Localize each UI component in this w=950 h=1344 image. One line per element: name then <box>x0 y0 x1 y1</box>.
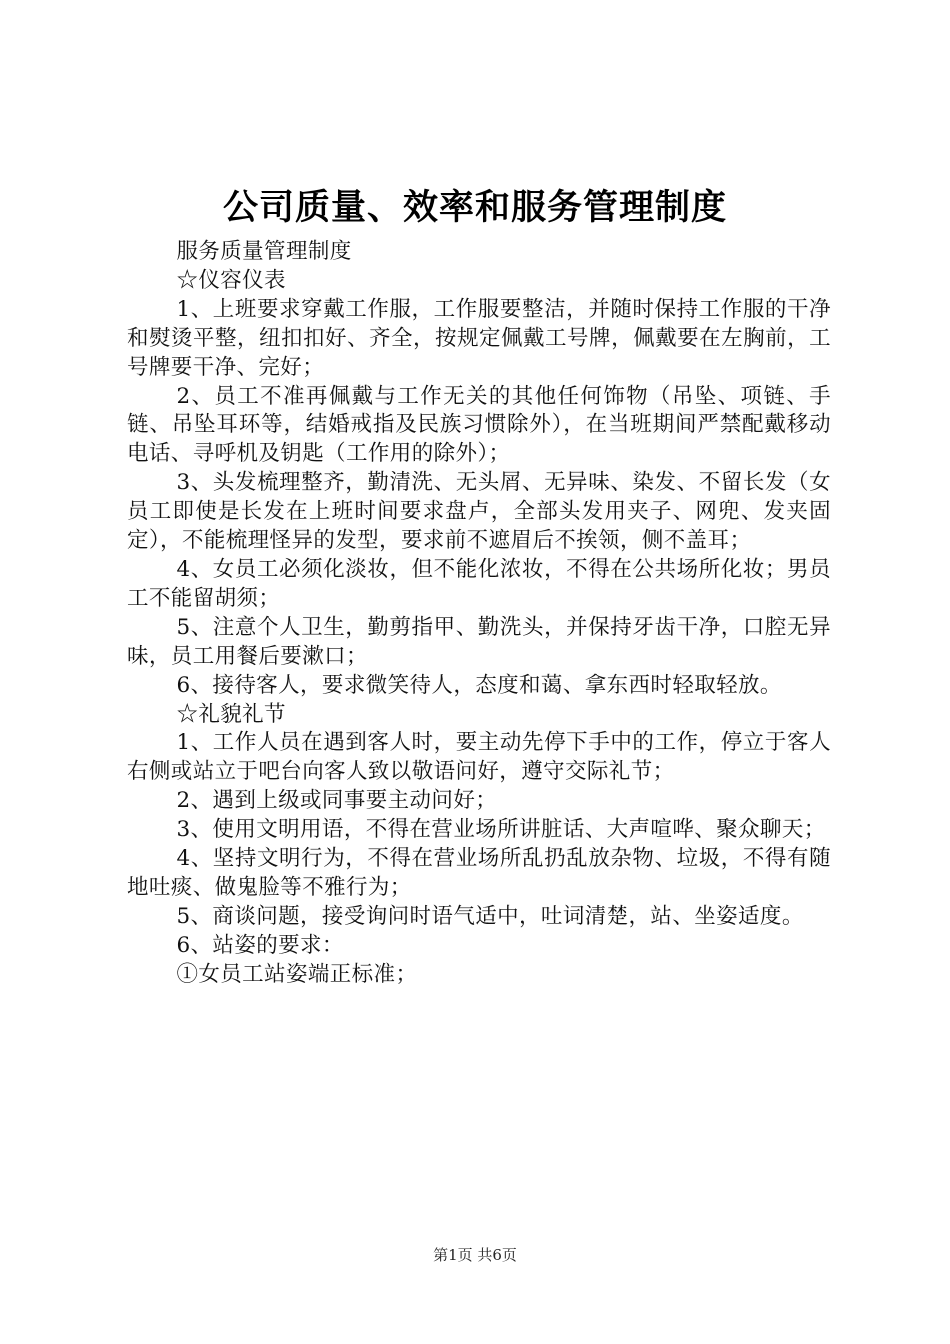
document-body <box>127 238 831 990</box>
paragraph: 4、坚持文明行为，不得在营业场所乱扔乱放杂物、垃圾，不得有随地吐痰、做鬼脸等不雅行为； <box>127 846 831 900</box>
paragraph: 2、员工不准再佩戴与工作无关的其他任何饰物（吊坠、项链、手链、吊坠耳环等，结婚戒指及民族习惯除外），在当班期间严禁配戴移动电话、寻呼机及钥匙（工作用的除外）； <box>127 383 831 467</box>
paragraph: 2、遇到上级或同事要主动问好； <box>176 788 498 814</box>
paragraph: 3、头发梳理整齐，勤清洗、无头屑、无异味、染发、不留长发（女员工即使是长发在上班时间要求盘卢，全部头发用夹子、网兜、发夹固定），不能梳理怪异的发型，要求前不遮眉后不挨领，侧不盖耳； <box>127 470 831 554</box>
subsection-heading-appearance: ☆仪容仪表 <box>176 267 286 293</box>
paragraph: 4、女员工必须化淡妆，但不能化浓妆，不得在公共场所化妆；男员工不能留胡须； <box>127 556 831 611</box>
paragraph: 5、商谈问题，接受询问时语气适中，吐词清楚，站、坐姿适度。 <box>176 903 804 929</box>
page-number-footer: 第1页 共6页 <box>433 1246 517 1264</box>
paragraph: 1、工作人员在遇到客人时，要主动先停下手中的工作，停立于客人右侧或站立于吧台向客人致以敬语问好，遵守交际礼节； <box>127 730 831 785</box>
paragraph: 5、注意个人卫生，勤剪指甲、勤洗头，并保持牙齿干净，口腔无异味，员工用餐后要漱口； <box>127 614 831 669</box>
document-title: 公司质量、效率和服务管理制度 <box>222 187 727 228</box>
paragraph: 6、站姿的要求： <box>176 932 344 958</box>
paragraph: ①女员工站姿端正标准； <box>176 961 418 987</box>
paragraph: 1、上班要求穿戴工作服，工作服要整洁，并随时保持工作服的干净和熨烫平整，纽扣扣好、齐全，按规定佩戴工号牌，佩戴要在左胸前，工号牌要干净、完好； <box>127 296 831 380</box>
section-heading: 服务质量管理制度 <box>176 239 352 264</box>
paragraph: 6、接待客人，要求微笑待人，态度和蔼、拿东西时轻取轻放。 <box>176 672 782 698</box>
subsection-heading-etiquette: ☆礼貌礼节 <box>176 701 286 727</box>
paragraph: 3、使用文明用语，不得在营业场所讲脏话、大声喧哗、聚众聊天； <box>176 817 826 843</box>
